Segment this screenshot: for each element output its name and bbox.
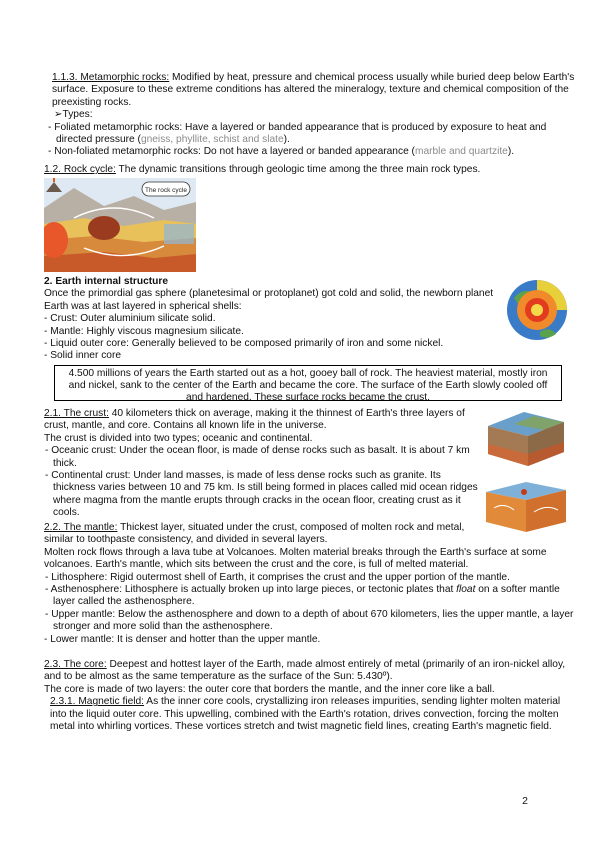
metamorphic-heading: 1.1.3. Metamorphic rocks: <box>52 72 170 83</box>
layer-item-inner-core: - Solid inner core <box>44 350 122 362</box>
asthenosphere-item <box>44 584 574 609</box>
nonfoliated-text: - Non-foliated metamorphic rocks: Do not have a layered or banded appearance ( <box>48 146 415 158</box>
asthenosphere-text-b: on a softer mantle layer called the asthenosphere. <box>53 584 560 608</box>
mantle-volcano-text: Molten rock flows through a lava tube at Volcanoes. Molten material breaks through the Earth's surface at some volcanoes. Earth's mantle, which sits between the crust and the core, is full of melted material. <box>44 546 547 571</box>
nonfoliated-end: ). <box>507 146 515 158</box>
earth-origin-text: 4.500 millions of years the Earth started out as a hot, gooey ball of rock. The heaviest material, mostly iron and nickel, sank to the center of the Earth and became the core. The surface of the Earth slowly cooled off and hardened. These surface rocks became the crust. <box>68 368 548 403</box>
continental-crust-item: - Continental crust: Under land masses, is made of less dense rocks such as granite. Its thickness varies between 10 and 75 km. Is still being formed in places called mid ocean ridges where magma from the mantle erupts through cracks in the ocean floor, creating crust as it cools. <box>45 470 478 519</box>
foliated-examples: gneiss, phyllite, schist and slate <box>140 134 284 146</box>
mantle-text: Thickest layer, situated under the crust, composed of molten rock and metal, similar to toothpaste consistency, and divided in several layers. <box>44 522 465 546</box>
lithosphere-item: - Lithosphere: Rigid outermost shell of Earth, it comprises the crust and the upper portion of the mantle. <box>45 571 510 583</box>
asthenosphere-text-a: - Asthenosphere: Lithosphere is actually broken up into large pieces, or tectonic plates that <box>45 584 457 596</box>
foliated-item <box>46 122 577 147</box>
foliated-end: ). <box>283 134 290 146</box>
core-layers-text: The core is made of two layers: the outer core that borders the mantle, and the inner core like a ball. <box>44 683 495 695</box>
crust-types: The crust is divided into two types; oceanic and continental. <box>44 432 313 444</box>
metamorphic-text: Modified by heat, pressure and chemical process usually while buried deep below Earth's surface. Exposure to these extreme conditions has altered the mineralogy, texture and chemical composition of the preexisting rocks. <box>52 72 575 108</box>
layer-item-mantle: - Mantle: Highly viscous magnesium silicate. <box>44 325 244 337</box>
upper-mantle-item: - Upper mantle: Below the asthenosphere and down to a depth of about 670 kilometers, lies the upper mantle, a layer stronger and more solid than the asthenosphere. <box>45 608 574 633</box>
metamorphic-section <box>48 72 577 159</box>
magnetic-field-text: As the inner core cools, crystallizing iron releases impurities, sending lighter molten material into the liquid outer core. This upwelling, combined with the Earth's rotation, drives convection, forcing the molten metal into whirling vortices. These vortices stretch and twist magnetic field lines, creating Earth's magnetic field. <box>50 696 561 733</box>
core-text: Deepest and hottest layer of the Earth, made almost entirely of metal (primarily of an iron-nickel alloy, and to be almost as the same temperature as the surface of the Sun: 5.430º). <box>44 659 566 683</box>
mantle-heading: 2.2. The mantle: <box>44 522 118 533</box>
layer-item-crust: - Crust: Outer aluminium silicate solid. <box>44 313 216 325</box>
layer-item-outer-core: - Liquid outer core: Generally believed to be composed primarily of iron and some nickel. <box>44 338 444 350</box>
nonfoliated-item <box>46 146 577 158</box>
rock-cycle-section <box>44 164 574 176</box>
asthenosphere-float: float <box>456 584 476 596</box>
internal-intro: Once the primordial gas sphere (planetesimal or protoplanet) got cold and solid, the newborn planet Earth was at last layered in spherical shells: <box>44 288 494 312</box>
crust-text: 40 kilometers thick on average, making it the thinnest of Earth's three layers of crust, mantle, and core. Contains all known life in the universe. <box>44 408 465 432</box>
crust-block-diagram <box>484 404 568 472</box>
types-label: ➢Types: <box>54 109 93 121</box>
nonfoliated-examples: marble and quartzite <box>414 146 508 158</box>
earth-origin-box <box>54 365 562 401</box>
crust-section <box>44 408 484 520</box>
core-section <box>44 659 574 733</box>
core-heading: 2.3. The core: <box>44 659 107 670</box>
rock-cycle-diagram-label: The rock cycle <box>145 187 187 194</box>
lower-mantle-item: - Lower mantle: It is denser and hotter than the upper mantle. <box>44 633 321 645</box>
crust-heading: 2.1. The crust: <box>44 408 109 419</box>
internal-heading: 2. Earth internal structure <box>44 276 168 287</box>
rock-cycle-diagram <box>44 178 196 272</box>
page-number: 2 <box>522 795 528 807</box>
earth-layers-image <box>506 274 568 346</box>
rock-cycle-heading: 1.2. Rock cycle: <box>44 164 116 175</box>
internal-structure-section <box>44 276 509 363</box>
rock-cycle-text: The dynamic transitions through geologic time among the three main rock types. <box>115 164 481 175</box>
mantle-section <box>44 522 574 646</box>
foliated-text: - Foliated metamorphic rocks: Have a layered or banded appearance that is produced by exposure to heat and directed pressure ( <box>48 121 547 146</box>
magnetic-field-heading: 2.3.1. Magnetic field: <box>50 696 145 708</box>
oceanic-crust-item: - Oceanic crust: Under the ocean floor, is made of dense rocks such as basalt. It is about 7 km thick. <box>45 445 470 469</box>
